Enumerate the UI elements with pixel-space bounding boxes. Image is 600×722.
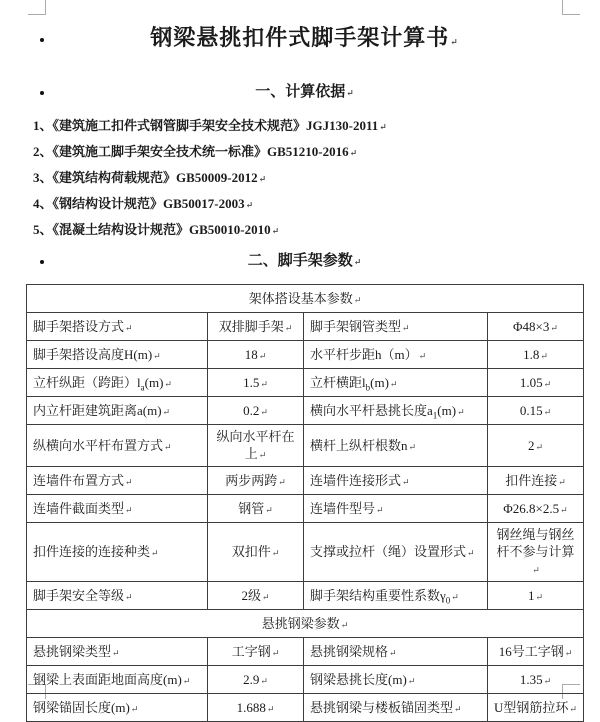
paragraph-end-mark-icon: ↵ bbox=[402, 322, 410, 333]
parameter-label-cell: 内立杆距建筑距离a(m)↵ bbox=[27, 397, 208, 425]
table-row bbox=[27, 582, 584, 610]
parameter-value-cell: 2级↵ bbox=[208, 582, 304, 610]
parameter-value-cell: 16号工字钢↵ bbox=[488, 638, 584, 666]
parameter-value-cell: 1.5↵ bbox=[208, 369, 304, 397]
paragraph-end-mark-icon: ↵ bbox=[376, 504, 384, 515]
parameter-value-cell: 钢丝绳与钢丝杆不参与计算↵ bbox=[488, 523, 584, 582]
paragraph-end-mark-icon: ↵ bbox=[125, 322, 133, 333]
paragraph-end-mark-icon: ↵ bbox=[125, 591, 133, 602]
paragraph-end-mark-icon: ↵ bbox=[125, 476, 133, 487]
paragraph-end-mark-icon: ↵ bbox=[130, 703, 139, 714]
parameter-label-cell: 连墙件型号↵ bbox=[304, 495, 488, 523]
table-section-header-row bbox=[27, 610, 584, 638]
paragraph-end-mark-icon: ↵ bbox=[560, 504, 568, 515]
paragraph-end-mark-icon: ↵ bbox=[379, 122, 387, 132]
parameter-value-cell: 1↵ bbox=[488, 582, 584, 610]
page-corner-mark-top-right-icon bbox=[562, 0, 581, 15]
paragraph-end-mark-icon: ↵ bbox=[457, 406, 465, 417]
bullet-icon bbox=[40, 38, 44, 42]
paragraph-end-mark-icon: ↵ bbox=[125, 504, 133, 515]
paragraph-end-mark-icon: ↵ bbox=[550, 322, 558, 333]
parameter-label-cell: 钢梁锚固长度(m)↵ bbox=[27, 694, 208, 722]
paragraph-end-mark-icon: ↵ bbox=[245, 200, 254, 210]
paragraph-end-mark-icon: ↵ bbox=[258, 350, 267, 361]
table-row bbox=[27, 666, 584, 694]
parameter-value-cell: 1.688↵ bbox=[208, 694, 304, 722]
table-row bbox=[27, 694, 584, 722]
section-heading-basis bbox=[26, 83, 583, 103]
paragraph-end-mark-icon: ↵ bbox=[543, 406, 552, 417]
paragraph-end-mark-icon: ↵ bbox=[408, 441, 417, 452]
parameter-label-cell: 悬挑钢梁类型↵ bbox=[27, 638, 208, 666]
page-title-text: 钢梁悬挑扣件式脚手架计算书↵ bbox=[150, 25, 459, 50]
paragraph-end-mark-icon: ↵ bbox=[260, 675, 268, 686]
parameter-value-cell: 双排脚手架↵ bbox=[208, 313, 304, 341]
paragraph-end-mark-icon: ↵ bbox=[418, 350, 427, 361]
parameter-value-cell: 钢管↵ bbox=[208, 495, 304, 523]
parameter-label-cell: 横向水平杆悬挑长度$a_1(m)↵$ bbox=[304, 397, 488, 425]
parameter-value-cell: Φ48×3↵ bbox=[488, 313, 584, 341]
parameter-label-cell: 脚手架安全等级↵ bbox=[27, 582, 208, 610]
paragraph-end-mark-icon: ↵ bbox=[569, 703, 577, 714]
table-section-header-text: 架体搭设基本参数 bbox=[248, 290, 353, 306]
paragraph-end-mark-icon: ↵ bbox=[258, 450, 267, 460]
parameter-value-cell: 0.2↵ bbox=[208, 397, 304, 425]
parameter-value-cell: 2.9↵ bbox=[208, 666, 304, 694]
paragraph-end-mark-icon: ↵ bbox=[260, 406, 268, 417]
table-row bbox=[27, 638, 584, 666]
table-section-header bbox=[27, 285, 584, 313]
section-heading-basis-text: 一、计算依据↵ bbox=[255, 84, 354, 100]
bullet-icon bbox=[40, 260, 44, 264]
paragraph-end-mark-icon: ↵ bbox=[407, 675, 416, 686]
bullet-icon bbox=[40, 91, 44, 95]
parameter-label-cell: 连墙件布置方式↵ bbox=[27, 467, 208, 495]
parameter-value-cell: 1.05↵ bbox=[488, 369, 584, 397]
table-section-header bbox=[27, 610, 584, 638]
paragraph-end-mark-icon: ↵ bbox=[543, 675, 552, 686]
parameter-label-cell: 扣件连接的连接种类↵ bbox=[27, 523, 208, 582]
reference-list bbox=[26, 118, 583, 239]
table-row bbox=[27, 495, 584, 523]
paragraph-end-mark-icon: ↵ bbox=[454, 703, 462, 714]
paragraph-end-mark-icon: ↵ bbox=[535, 441, 544, 452]
parameter-label-cell: 脚手架搭设高度H(m)↵ bbox=[27, 341, 208, 369]
paragraph-end-mark-icon: ↵ bbox=[402, 476, 410, 487]
section-heading-params-text: 二、脚手架参数↵ bbox=[247, 253, 362, 269]
title-row bbox=[26, 24, 583, 56]
parameter-label-cell: 脚手架钢管类型↵ bbox=[304, 313, 488, 341]
parameter-label-cell: 脚手架搭设方式↵ bbox=[27, 313, 208, 341]
document-body bbox=[26, 18, 583, 722]
paragraph-end-mark-icon: ↵ bbox=[340, 619, 349, 630]
table-row bbox=[27, 467, 584, 495]
paragraph-end-mark-icon: ↵ bbox=[162, 406, 171, 417]
table-row bbox=[27, 397, 584, 425]
subscript-text: 1 bbox=[432, 410, 438, 421]
parameter-label-cell: 钢梁上表面距地面高度(m)↵ bbox=[27, 666, 208, 694]
paragraph-end-mark-icon: ↵ bbox=[451, 591, 459, 602]
parameter-label-cell: 连墙件连接形式↵ bbox=[304, 467, 488, 495]
table-row bbox=[27, 369, 584, 397]
section-heading-basis-row bbox=[26, 83, 583, 103]
page-title bbox=[26, 24, 583, 56]
paragraph-end-mark-icon: ↵ bbox=[164, 378, 172, 389]
table-row bbox=[27, 341, 584, 369]
parameters-table bbox=[26, 284, 584, 722]
paragraph-end-mark-icon: ↵ bbox=[271, 226, 280, 236]
paragraph-end-mark-icon: ↵ bbox=[540, 350, 548, 361]
reference-item: 1、《建筑施工扣件式钢管脚手架安全技术规范》JGJ130-2011↵ bbox=[33, 118, 387, 133]
parameter-label-cell: 脚手架结构重要性系数$\gamma_0↵$ bbox=[304, 582, 488, 610]
parameter-label-cell: 立杆横距$l_b(m)↵$ bbox=[304, 369, 488, 397]
paragraph-end-mark-icon: ↵ bbox=[278, 476, 286, 487]
paragraph-end-mark-icon: ↵ bbox=[346, 88, 354, 98]
paragraph-end-mark-icon: ↵ bbox=[182, 675, 191, 686]
paragraph-end-mark-icon: ↵ bbox=[543, 378, 552, 389]
parameter-label-cell: 悬挑钢梁与楼板锚固类型↵ bbox=[304, 694, 488, 722]
paragraph-end-mark-icon: ↵ bbox=[261, 591, 270, 602]
reference-item: 4、《钢结构设计规范》GB50017-2003↵ bbox=[33, 196, 254, 211]
parameter-value-cell: 1.8↵ bbox=[488, 341, 584, 369]
parameter-value-cell: U型钢筋拉环↵ bbox=[488, 694, 584, 722]
parameter-label-cell: 钢梁悬挑长度(m)↵ bbox=[304, 666, 488, 694]
paragraph-end-mark-icon: ↵ bbox=[284, 322, 293, 333]
paragraph-end-mark-icon: ↵ bbox=[467, 548, 475, 558]
subscript-text: b bbox=[365, 382, 371, 393]
section-heading-params bbox=[26, 252, 583, 272]
paragraph-end-mark-icon: ↵ bbox=[112, 647, 120, 658]
parameter-value-cell: 0.15↵ bbox=[488, 397, 584, 425]
page-corner-mark-top-left-icon bbox=[27, 0, 46, 15]
paragraph-end-mark-icon: ↵ bbox=[153, 350, 161, 361]
subscript-text: a bbox=[140, 382, 145, 393]
parameter-value-cell: 工字钢↵ bbox=[208, 638, 304, 666]
parameter-value-cell: 18↵ bbox=[208, 341, 304, 369]
paragraph-end-mark-icon: ↵ bbox=[353, 257, 362, 267]
paragraph-end-mark-icon: ↵ bbox=[564, 647, 573, 658]
parameter-value-cell: 1.35↵ bbox=[488, 666, 584, 694]
subscript-text: 0 bbox=[445, 595, 451, 606]
paragraph-end-mark-icon: ↵ bbox=[151, 548, 159, 558]
parameter-value-cell: Φ26.8×2.5↵ bbox=[488, 495, 584, 523]
parameter-value-cell: 2↵ bbox=[488, 425, 584, 467]
parameter-label-cell: 水平杆步距h（m）↵ bbox=[304, 341, 488, 369]
parameter-label-cell: 支撑或拉杆（绳）设置形式↵ bbox=[304, 523, 488, 582]
paragraph-end-mark-icon: ↵ bbox=[389, 378, 398, 389]
parameter-label-cell: 横杆上纵杆根数n↵ bbox=[304, 425, 488, 467]
paragraph-end-mark-icon: ↵ bbox=[558, 476, 566, 487]
reference-item: 3、《建筑结构荷载规范》GB50009-2012↵ bbox=[33, 170, 267, 185]
paragraph-end-mark-icon: ↵ bbox=[164, 441, 172, 452]
paragraph-end-mark-icon: ↵ bbox=[353, 294, 362, 305]
parameter-value-cell: 扣件连接↵ bbox=[488, 467, 584, 495]
paragraph-end-mark-icon: ↵ bbox=[349, 148, 358, 158]
table-row bbox=[27, 313, 584, 341]
parameter-label-cell: 连墙件截面类型↵ bbox=[27, 495, 208, 523]
paragraph-end-mark-icon: ↵ bbox=[450, 37, 459, 47]
reference-item: 2、《建筑施工脚手架安全技术统一标准》GB51210-2016↵ bbox=[33, 144, 358, 159]
paragraph-end-mark-icon: ↵ bbox=[271, 647, 280, 658]
paragraph-end-mark-icon: ↵ bbox=[532, 565, 540, 575]
paragraph-end-mark-icon: ↵ bbox=[271, 548, 280, 558]
table-row bbox=[27, 523, 584, 582]
paragraph-end-mark-icon: ↵ bbox=[265, 504, 273, 515]
paragraph-end-mark-icon: ↵ bbox=[258, 174, 267, 184]
parameter-value-cell: 纵向水平杆在上↵ bbox=[208, 425, 304, 467]
table-section-header-row bbox=[27, 285, 584, 313]
parameter-value-cell: 两步两跨↵ bbox=[208, 467, 304, 495]
parameter-label-cell: 纵横向水平杆布置方式↵ bbox=[27, 425, 208, 467]
reference-item: 5、《混凝土结构设计规范》GB50010-2010↵ bbox=[33, 222, 280, 237]
parameter-value-cell: 双扣件↵ bbox=[208, 523, 304, 582]
parameter-label-cell: 立杆纵距（跨距）$l_a(m)↵$ bbox=[27, 369, 208, 397]
table-row bbox=[27, 425, 584, 467]
paragraph-end-mark-icon: ↵ bbox=[266, 703, 275, 714]
parameter-label-cell: 悬挑钢梁规格↵ bbox=[304, 638, 488, 666]
section-heading-params-row bbox=[26, 252, 583, 272]
paragraph-end-mark-icon: ↵ bbox=[260, 378, 268, 389]
table-section-header-text: 悬挑钢梁参数 bbox=[261, 615, 340, 631]
paragraph-end-mark-icon: ↵ bbox=[535, 591, 544, 602]
paragraph-end-mark-icon: ↵ bbox=[389, 647, 397, 658]
